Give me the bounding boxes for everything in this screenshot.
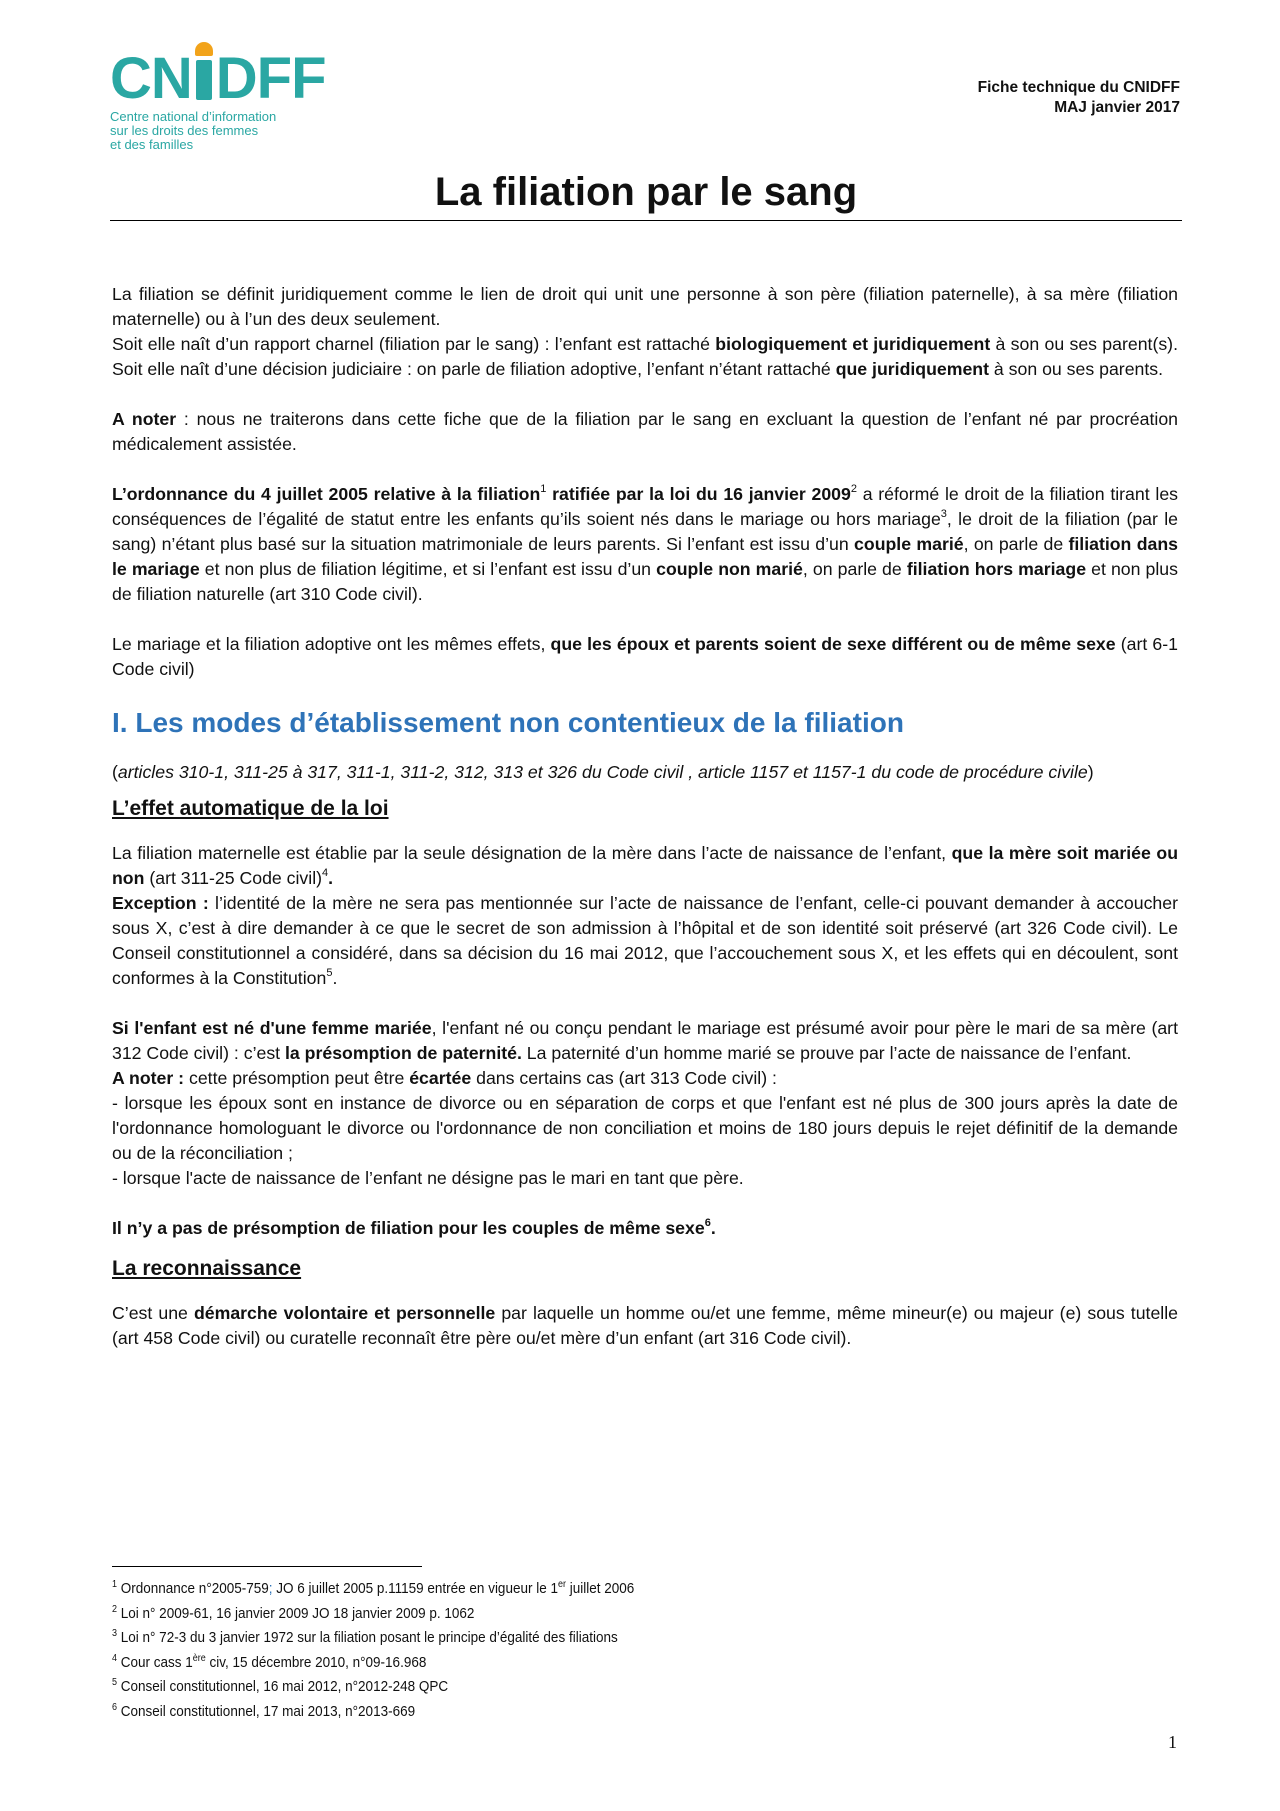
logo-i-icon [196, 60, 212, 100]
footnote: $^4$ Cour cass 1ère civ, 15 décembre 2010, n°09-16.968 [112, 1652, 427, 1671]
footnote: $^5$ Conseil constitutionnel, 16 mai 2012, n°2012-248 QPC [112, 1677, 449, 1695]
page-number: 1 [1168, 1732, 1177, 1752]
footnote-ref: 3 [940, 508, 947, 520]
subsection-heading: La reconnaissance [112, 1257, 302, 1280]
footnotes [112, 1577, 634, 1724]
logo-subtitle [110, 110, 330, 152]
paragraph: Il n’y a pas de présomption de filiation pour les couples de même sexe$^6$. [112, 1217, 716, 1238]
footnote-divider [112, 1566, 422, 1567]
footnote-ref: 4 [322, 867, 329, 879]
paragraph: L’ordonnance du 4 juillet 2005 relative à la filiation$^1$ ratifiée par la loi du 16 janvier 2009$^2$ a réformé le droit de la filiation tirant les conséquences de l’égalité de statut entre les enfants qu’ils soient nés dans le mariage ou hors mariage$^3$, le droit de la filiation (par le sang) n’étant plus basé sur la situation matrimoniale de leurs parents. Si l’enfant est issu d’un couple marié, on parle de filiation dans le mariage et non plus de filiation légitime, et si l’enfant est issu d’un couple non marié, on parle de filiation hors mariage et non plus de filiation naturelle (art 310 Code civil). [112, 483, 1178, 604]
footnote-ref: 6 [704, 1217, 711, 1229]
paragraph: Exception : l’identité de la mère ne sera pas mentionnée sur l’acte de naissance de l’enfant, celle-ci pouvant demander à accoucher sous X, c’est à dire demander à ce que le secret de son admission à l’hôpital et de son identité soit préservé (art 326 Code civil). Le Conseil constitutionnel a considéré, dans sa décision du 16 mai 2012, que l’accouchement sous X, et les effets qui en découlent, sont conformes à la Constitution$^5$. [112, 893, 1178, 988]
title-divider [110, 220, 1182, 221]
logo-wordmark-suffix: DFF [215, 46, 326, 111]
footnote: $^2$ Loi n° 2009-61, 16 janvier 2009 JO 18 janvier 2009 p. 1062 [112, 1603, 475, 1622]
paragraph: Le mariage et la filiation adoptive ont les mêmes effets, que les époux et parents soient de sexe différent ou de même sexe (art 6-1 Code civil) [112, 634, 1178, 679]
logo-wordmark [110, 46, 330, 111]
document-body [112, 282, 1178, 1351]
logo-wordmark-prefix: CN [110, 46, 192, 111]
logo-subtitle-line: sur les droits des femmes [110, 123, 259, 138]
paragraph: C’est une démarche volontaire et personnelle par laquelle un homme ou/et une femme, même mineur(e) ou majeur (e) sous tutelle (art 458 Code civil) ou curatelle reconnaît être père ou/et mère d’un enfant (art 316 Code civil). [112, 1303, 1178, 1348]
paragraph: Soit elle naît d’un rapport charnel (filiation par le sang) : l’enfant est rattaché biologiquement et juridiquement à son ou ses parent(s). Soit elle naît d’une décision judiciaire : on parle de filiation adoptive, l’enfant n’étant rattaché que juridiquement à son ou ses parents. [112, 334, 1178, 379]
paragraph: La filiation se définit juridiquement comme le lien de droit qui unit une personne à son père (filiation paternelle), à sa mère (filiation maternelle) ou à l’un des deux seulement. [112, 284, 1178, 329]
footnote: $^6$ Conseil constitutionnel, 17 mai 2013, n°2013-669 [112, 1701, 416, 1720]
cnidff-logo [110, 46, 330, 152]
note-paragraph: A noter : cette présomption peut être écartée dans certains cas (art 313 Code civil) : [112, 1068, 777, 1088]
logo-subtitle-line: et des familles [110, 137, 194, 152]
header-date: MAJ janvier 2017 [1054, 99, 1180, 116]
footnote: $^3$ Loi n° 72-3 du 3 janvier 1972 sur la filiation posant le principe d’égalité des filiations [112, 1628, 618, 1646]
header-line: Fiche technique du CNIDFF [977, 79, 1180, 96]
list-item: - lorsque les époux sont en instance de divorce ou en séparation de corps et que l'enfant est né plus de 300 jours après la date de l'ordonnance homologuant le divorce ou l'ordonnance de non conciliation et moins de 180 jours depuis le rejet définitif de la demande ou de la réconciliation ; [112, 1093, 1178, 1163]
footnote-ref: 2 [850, 483, 857, 495]
section-heading: I. Les modes d’établissement non contentieux de la filiation [112, 707, 904, 738]
page-title: La filiation par le sang [434, 170, 858, 214]
footnote: $^1$ Ordonnance n°2005-759; JO 6 juillet 2005 p.11159 entrée en vigueur le 1er juillet 2006 [112, 1579, 635, 1597]
document-header-info [978, 78, 1180, 118]
paragraph: La filiation maternelle est établie par la seule désignation de la mère dans l’acte de naissance de l’enfant, que la mère soit mariée ou non (art 311-25 Code civil)$^4$. [112, 843, 1179, 888]
article-references: (articles 310-1, 311-25 à 317, 311-1, 311-2, 312, 313 et 326 du Code civil , article 1157 et 1157-1 du code de procédure civile) [112, 762, 1094, 782]
list-item: - lorsque l'acte de naissance de l’enfant ne désigne pas le mari en tant que père. [112, 1168, 744, 1188]
logo-subtitle-line: Centre national d’information [110, 109, 277, 124]
paragraph: Si l'enfant est né d'une femme mariée, l'enfant né ou conçu pendant le mariage est présumé avoir pour père le mari de sa mère (art 312 Code civil) : c’est la présomption de paternité. La paternité d’un homme marié se prouve par l’acte de naissance de l’enfant. [112, 1018, 1178, 1063]
footnote-ref: 5 [326, 967, 333, 979]
subsection-heading: L’effet automatique de la loi [112, 797, 389, 820]
note-paragraph: A noter : nous ne traiterons dans cette fiche que de la filiation par le sang en excluant la question de l’enfant né par procréation médicalement assistée. [112, 409, 1179, 454]
footnote-ref: 1 [540, 483, 547, 495]
